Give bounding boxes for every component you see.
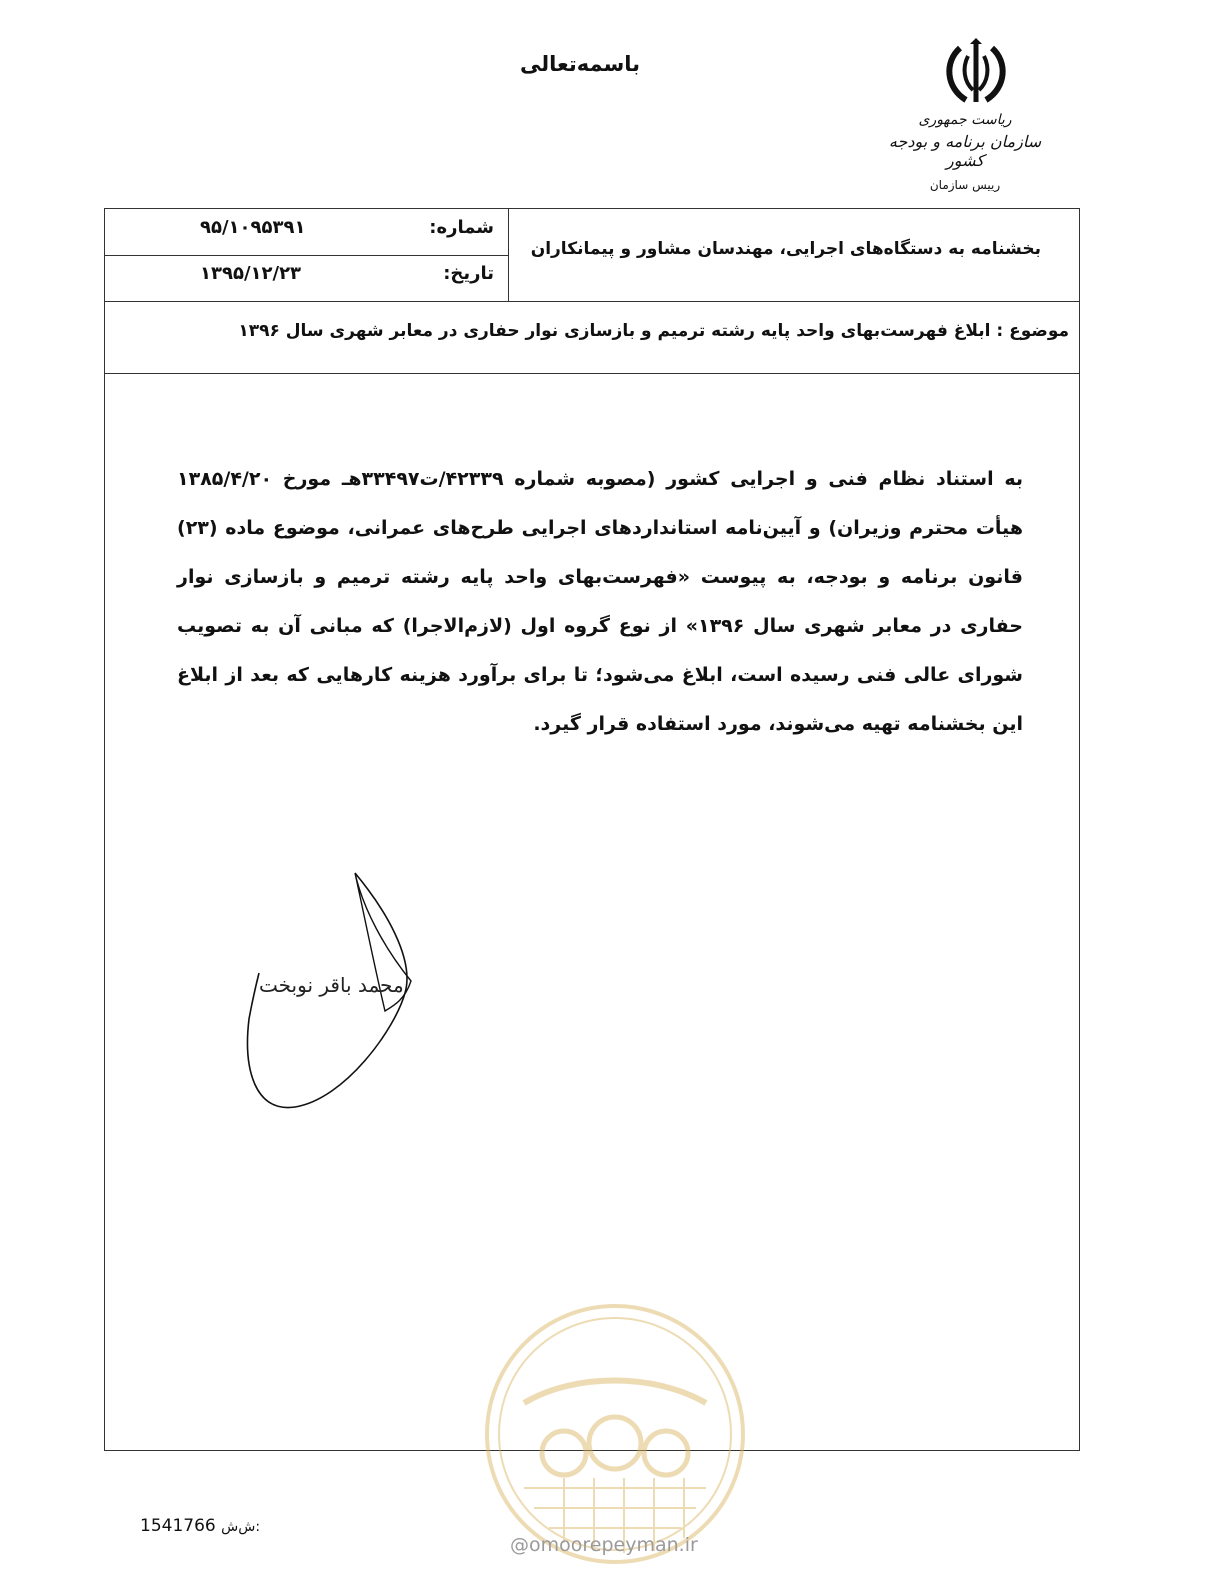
- org-presidency: ریاست جمهوری: [918, 112, 1012, 128]
- number-label: شماره:: [429, 217, 494, 238]
- serial-value: 1541766: [140, 1516, 216, 1536]
- subject-line: موضوع : ابلاغ فهرست‌بهای واحد پایه رشته ترمیم و بازسازی نوار حفاری در معابر شهری سال ۱۳۹۶: [238, 321, 1069, 341]
- signature: [235, 869, 445, 1109]
- body-paragraph: به استناد نظام فنی و اجرایی کشور (مصوبه شماره ۴۲۳۳۹/ت۳۳۴۹۷هـ مورخ ۱۳۸۵/۴/۲۰ هیأت محترم وزیران) و آیین‌نامه استانداردهای اجرایی طرح‌های عمرانی، موضوع ماده (۲۳) قانون برنامه و بودجه، به پیوست «فهرست‌بهای واحد پایه رشته ترمیم و بازسازی نوار حفاری در معابر شهری سال ۱۳۹۶» از نوع گروه اول (لازم‌الاجرا) که مبانی آن به تصویب شورای عالی فنی رسیده است، ابلاغ می‌شود؛ تا برای برآورد هزینه کارهایی که بعد از ابلاغ این بخشنامه تهیه می‌شوند، مورد استفاده قرار گیرد.: [177, 468, 1023, 735]
- watermark-url: @omoorepeyman.ir: [510, 1534, 698, 1556]
- date-label: تاریخ:: [443, 263, 494, 284]
- org-office: رییس سازمان: [929, 178, 1001, 192]
- date-row: [105, 255, 508, 301]
- date-value: ۱۳۹۵/۱۲/۲۳: [200, 263, 302, 284]
- meta-box: [105, 209, 509, 301]
- subject-row: [105, 301, 1079, 374]
- org-name: سازمان برنامه و بودجه کشور: [888, 132, 1042, 170]
- organization-name: [880, 112, 1050, 192]
- recipients: بخشنامه به دستگاه‌های اجرایی، مهندسان مشاور و پیمانکاران: [530, 239, 1041, 259]
- letter-header-row: [105, 209, 1079, 302]
- serial-label: ش‌ش:: [221, 1519, 261, 1535]
- basmala: باسمه‌تعالی: [520, 52, 640, 76]
- omoorepeyman-watermark-logo: [484, 1303, 746, 1565]
- serial-number: [140, 1516, 260, 1536]
- signatory-name: محمد باقر نوبخت: [259, 973, 404, 997]
- number-value: ۹۵/۱۰۹۵۳۹۱: [200, 217, 306, 238]
- letter-frame: [104, 208, 1080, 1451]
- iran-emblem-icon: [940, 38, 1012, 108]
- number-row: [105, 209, 508, 256]
